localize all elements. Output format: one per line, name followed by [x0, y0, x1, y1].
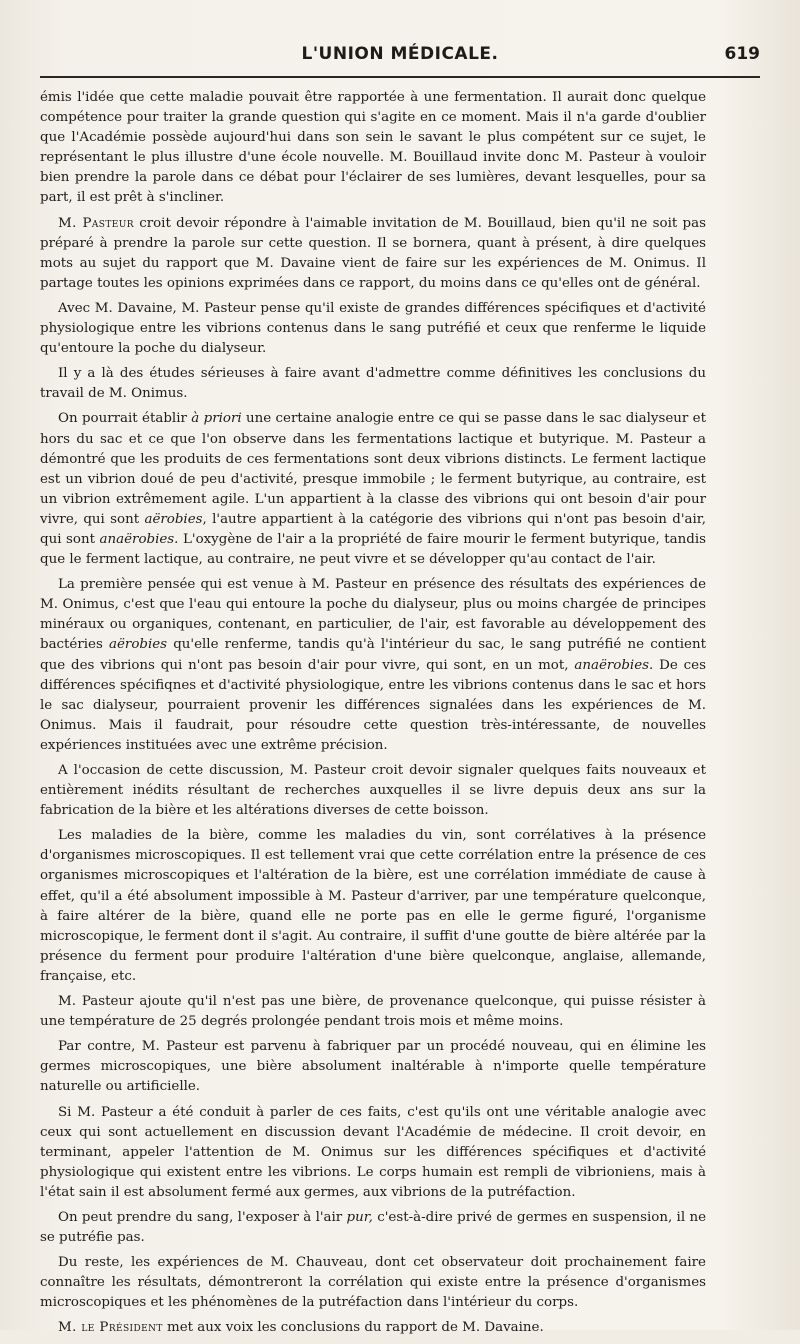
paragraph: Il y a là des études sérieuses à faire avant d'admettre comme définitives les conclusions du travail de M. Onimus. — [40, 366, 706, 402]
italic-term: à priori — [191, 411, 242, 427]
paragraph: Du reste, les expériences de M. Chauveau, dont cet observateur doit prochainement faire connaître les résultats, démontreront la corrélation qui existe entre la présence d'organismes microscopiques et les phénomènes de la putréfaction dans l'intérieur du corps. — [40, 1255, 706, 1311]
header-rule — [40, 76, 760, 78]
page-header — [40, 44, 760, 72]
italic-term: anaërobies. — [99, 531, 179, 547]
speaker-name: M. Pasteur — [58, 215, 134, 231]
italic-term: pur, — [346, 1209, 373, 1225]
page-number: 619 — [724, 44, 760, 64]
italic-term: anaërobies. — [574, 657, 654, 673]
italic-term: aërobies — [144, 511, 203, 527]
article-body — [40, 88, 706, 1344]
paragraph: M. Pasteur ajoute qu'il n'est pas une bière, de provenance quelconque, qui puisse résister à une température de 25 degrés prolongée pendant trois mois et même moins. — [40, 994, 706, 1030]
speaker-name: M. le Président — [58, 1320, 163, 1336]
paragraph: On peut prendre du sang, l'exposer à l'air pur, c'est-à-dire privé de germes en suspension, il ne se putréfie pas. — [40, 1209, 706, 1246]
running-title: L'UNION MÉDICALE. — [301, 44, 499, 64]
paragraph: Les maladies de la bière, comme les maladies du vin, sont corrélatives à la présence d'organismes microscopiques. Il est tellement vrai que cette corrélation entre la présence de ces organismes microscopiques et l'altération de la bière, est une corrélation immédiate de cause à effet, qu'il a été absolument impossible à M. Pasteur d'arriver, par une température quelconque, à faire altérer de la bière, quand elle ne porte pas en elle le germe figuré, l'organisme microscopique, le ferment dont il s'agit. Au contraire, il suffit d'une goutte de bière altérée par la présence du ferment pour produire l'altération d'une bière quelconque, anglaise, allemande, française, etc. — [40, 828, 706, 984]
paragraph: A l'occasion de cette discussion, M. Pasteur croit devoir signaler quelques faits nouveaux et entièrement inédits résultant de recherches auxquelles il se livre depuis deux ans sur la fabrication de la bière et les altérations diverses de cette boisson. — [40, 763, 706, 819]
paragraph: On pourrait établir à priori une certaine analogie entre ce qui se passe dans le sac dialyseur et hors du sac et ce que l'on observe dans les fermentations lactique et butyrique. M. Pasteur a démontré que les produits de ces fermentations sont deux vibrions distincts. Le ferment lactique est un vibrion doué de peu d'activité, presque immobile ; le ferment butyrique, au contraire, est un vibrion extrêmement agile. L'un appartient à la classe des vibrions qui ont besoin d'air pour vivre, qui sont aërobies, l'autre appartient à la catégorie des vibrions qui n'ont pas besoin d'air, qui sont anaërobies. L'oxygène de l'air a la propriété de faire mourir le ferment butyrique, tandis que le ferment lactique, au contraire, ne peut vivre et se développer qu'au contact de l'air. — [40, 411, 706, 568]
italic-term: aërobies — [109, 637, 168, 653]
paragraph: Si M. Pasteur a été conduit à parler de ces faits, c'est qu'ils ont une véritable analogie avec ceux qui sont actuellement en discussion devant l'Académie de médecine. Il croit devoir, en terminant, appeler l'attention de M. Onimus sur les différences spécifiques et d'activité physiologique qui existent entre les vibrions. Le corps humain est rempli de vibrioniens, mais à l'état sain il est absolument fermé aux germes, aux vibrions de la putréfaction. — [40, 1104, 706, 1200]
paragraph: émis l'idée que cette maladie pouvait être rapportée à une fermentation. Il aurait donc quelque compétence pour traiter la grande question qui s'agite en ce moment. Mais il n'a garde d'oublier que l'Académie possède aujourd'hui dans son sein le savant le plus compétent sur ce sujet, le représentant le plus illustre d'une école nouvelle. M. Bouillaud invite donc M. Pasteur à vouloir bien prendre la parole dans ce débat pour l'éclairer de ses lumières, devant lesquelles, pour sa part, il est prêt à s'incliner. — [40, 90, 706, 206]
paragraph: M. le Président met aux voix les conclusions du rapport de M. Davaine. — [58, 1320, 544, 1336]
paragraph: Avec M. Davaine, M. Pasteur pense qu'il existe de grandes différences spécifiques et d'activité physiologique entre les vibrions contenus dans le sang putréfié et ceux que renferme le liquide qu'entoure la poche du dialyseur. — [40, 300, 706, 357]
paragraph: La première pensée qui est venue à M. Pasteur en présence des résultats des expériences de M. Onimus, c'est que l'eau qui entoure la poche du dialyseur, plus ou moins chargée de principes minéraux ou organiques, contenant, en particulier, de l'air, est favorable au développement des bactéries aërobies qu'elle renferme, tandis qu'à l'intérieur du sac, le sang putréfié ne contient que des vibrions qui n'ont pas besoin d'air pour vivre, qui sont, en un mot, anaërobies. De ces différences spécifiqnes et d'activité physiologique, entre les vibrions contenus dans le sac et hors le sac dialyseur, pourraient provenir les différences signalées dans les expériences de M. Onimus. Mais il faudrait, pour résoudre cette question très-intéressante, de nouvelles expériences instituées avec une extrême précision. — [40, 577, 706, 753]
paragraph: Par contre, M. Pasteur est parvenu à fabriquer par un procédé nouveau, qui en élimine les germes microscopiques, une bière absolument inaltérable à n'importe quelle température naturelle ou artificielle. — [40, 1039, 706, 1095]
paragraph: M. Pasteur croit devoir répondre à l'aimable invitation de M. Bouillaud, bien qu'il ne soit pas préparé à prendre la parole sur cette question. Il se bornera, quant à présent, à dire quelques mots au sujet du rapport que M. Davaine vient de faire sur les expériences de M. Onimus. Il partage toutes les opinions exprimées dans ce rapport, du moins dans ce qu'elles ont de général. — [40, 215, 706, 291]
